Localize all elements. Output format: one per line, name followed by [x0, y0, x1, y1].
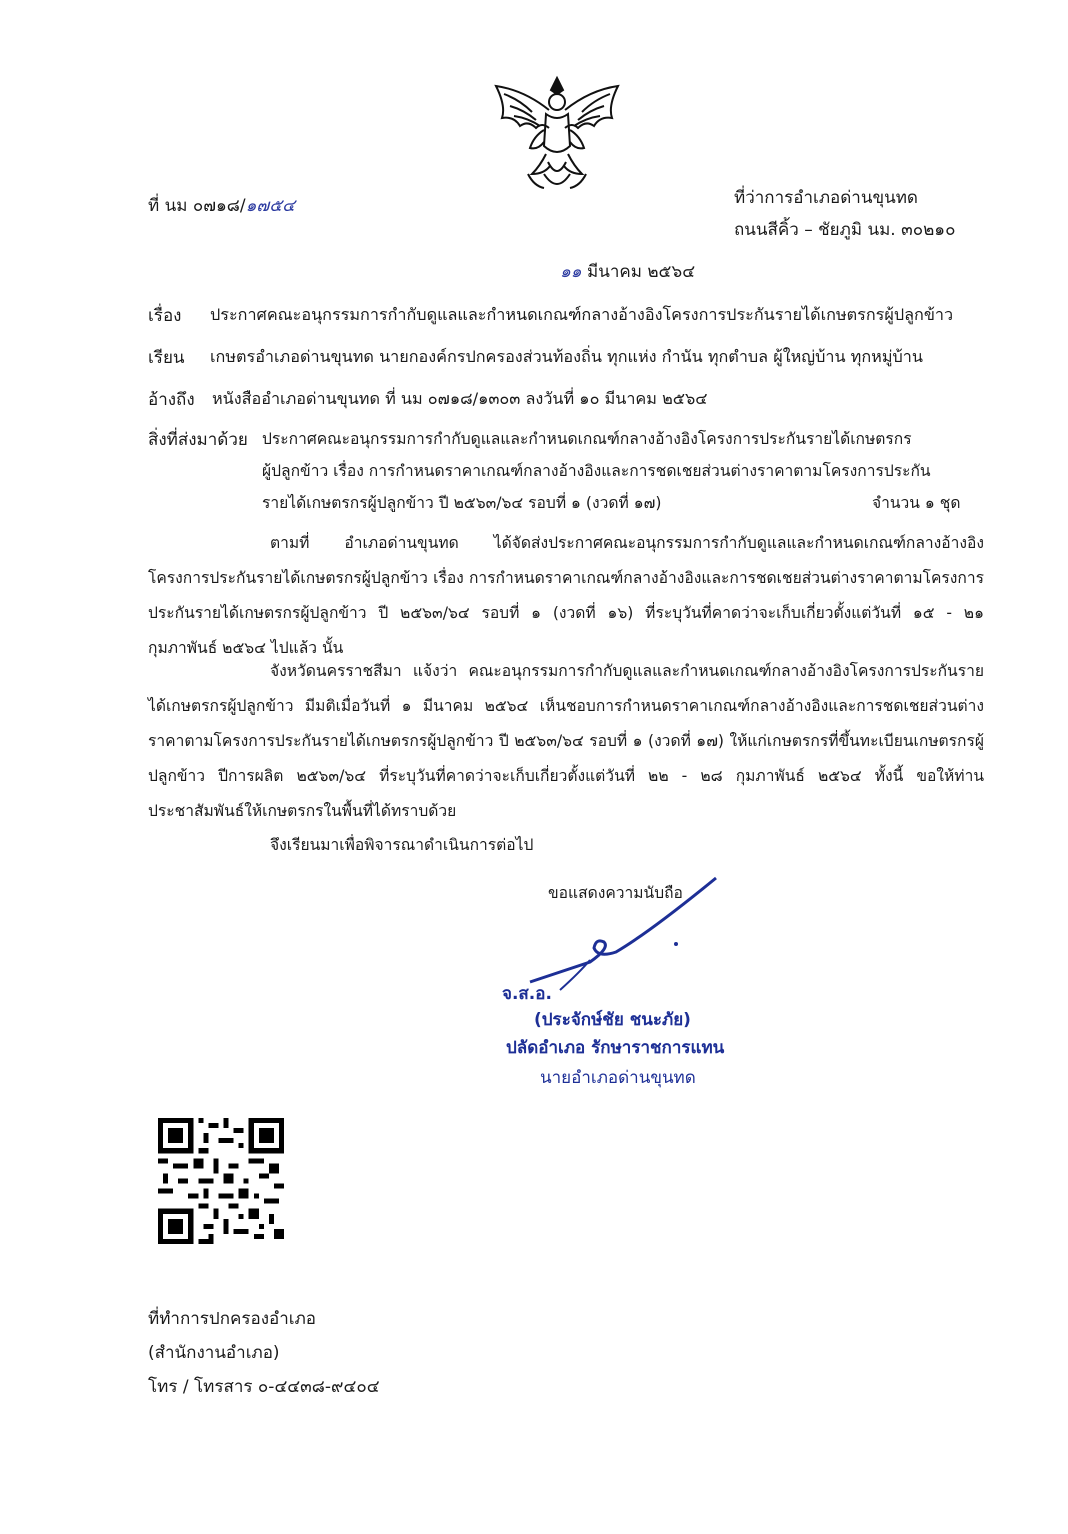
- garuda-emblem: [484, 70, 630, 198]
- body-paragraph-3: จึงเรียนมาเพื่อพิจารณาดำเนินการต่อไป: [270, 836, 534, 854]
- closing-text: ขอแสดงความนับถือ: [548, 884, 683, 902]
- signatory-title: ปลัดอำเภอ รักษาราชการแทน: [506, 1038, 725, 1058]
- footer-office-sub: (สำนักงานอำเภอ): [148, 1343, 280, 1363]
- office-name: ที่ว่าการอำเภอด่านขุนทด: [734, 188, 918, 208]
- subject-text: ประกาศคณะอนุกรรมการกำกับดูแลและกำหนดเกณฑ์กลางอ้างอิงโครงการประกันรายได้เกษตรกรผู้ปลูกข้าว: [210, 305, 954, 324]
- attachment-label: สิ่งที่ส่งมาด้วย: [148, 430, 248, 450]
- footer-phone: โทร / โทรสาร ๐-๔๔๓๘-๙๔๐๔: [148, 1377, 380, 1397]
- signatory-name: (ประจักษ์ชัย ชนะภัย): [534, 1010, 691, 1030]
- document-date: [560, 258, 695, 285]
- reference-label: อ้างถึง: [148, 390, 195, 410]
- body-paragraph-1: ตามที่ อำเภอด่านขุนทด ได้จัดส่งประกาศคณะอนุกรรมการกำกับดูแลและกำหนดเกณฑ์กลางอ้างอิงโครงการประกันรายได้เกษตรกรผู้ปลูกข้าว เรื่อง การกำหนดราคาเกณฑ์กลางอ้างอิงและการชดเชยส่วนต่างราคาตามโครงการประกันรายได้เกษตรกรผู้ปลูกข้าว ปี ๒๕๖๓/๖๔ รอบที่ ๑ (งวดที่ ๑๖) ที่ระบุวันที่คาดว่าจะเก็บเกี่ยวตั้งแต่วันที่ ๑๕ - ๒๑ กุมภาพันธ์ ๒๕๖๔ ไปแล้ว นั้น: [148, 534, 984, 657]
- date-day-handwritten: ๑๑: [560, 262, 582, 282]
- to-label: เรียน: [148, 348, 185, 368]
- date-month-year: มีนาคม ๒๕๖๔: [587, 262, 696, 282]
- attachment-line-3: รายได้เกษตรกรผู้ปลูกข้าว ปี ๒๕๖๓/๖๔ รอบที่ ๑ (งวดที่ ๑๗): [262, 494, 662, 512]
- reference-number-prefix: ที่ นม ๐๗๑๘/: [148, 196, 246, 216]
- signatory-title-2: นายอำเภอด่านขุนทด: [540, 1068, 696, 1088]
- body-paragraph-2: จังหวัดนครราชสีมา แจ้งว่า คณะอนุกรรมการกำกับดูแลและกำหนดเกณฑ์กลางอ้างอิงโครงการประกันรายได้เกษตรกรผู้ปลูกข้าว มีมติเมื่อวันที่ ๑ มีนาคม ๒๕๖๔ เห็นชอบการกำหนดราคาเกณฑ์กลางอ้างอิงและการชดเชยส่วนต่างราคาตามโครงการประกันรายได้เกษตรกรผู้ปลูกข้าว ปี ๒๕๖๓/๖๔ รอบที่ ๑ (งวดที่ ๑๗) ให้แก่เกษตรกรที่ขึ้นทะเบียนเกษตรกรผู้ปลูกข้าว ปีการผลิต ๒๕๖๓/๖๔ ที่ระบุวันที่คาดว่าจะเก็บเกี่ยวตั้งแต่วันที่ ๒๒ - ๒๘ กุมภาพันธ์ ๒๕๖๔ ทั้งนี้ ขอให้ท่านประชาสัมพันธ์ให้เกษตรกรในพื้นที่ได้ทราบด้วย: [148, 662, 984, 820]
- footer-office: ที่ทำการปกครองอำเภอ: [148, 1309, 317, 1329]
- signature-prefix: จ.ส.อ.: [502, 984, 552, 1004]
- reference-number: [148, 192, 295, 219]
- handwritten-signature: [520, 872, 730, 992]
- qr-code: [158, 1118, 284, 1244]
- office-address: ถนนสีคิ้ว – ชัยภูมิ นม. ๓๐๒๑๐: [734, 220, 956, 240]
- reference-text: หนังสืออำเภอด่านขุนทด ที่ นม ๐๗๑๘/๑๓๐๓ ลงวันที่ ๑๐ มีนาคม ๒๕๖๔: [212, 389, 708, 408]
- attachment-line-1: ประกาศคณะอนุกรรมการกำกับดูแลและกำหนดเกณฑ์กลางอ้างอิงโครงการประกันรายได้เกษตรกร: [262, 430, 912, 448]
- reference-number-handwritten: ๑๗๕๔: [245, 196, 295, 216]
- to-text: เกษตรอำเภอด่านขุนทด นายกองค์กรปกครองส่วนท้องถิ่น ทุกแห่ง กำนัน ทุกตำบล ผู้ใหญ่บ้าน ทุกหมู่บ้าน: [210, 347, 923, 366]
- attachment-quantity: จำนวน ๑ ชุด: [872, 494, 961, 512]
- subject-label: เรื่อง: [148, 306, 182, 326]
- attachment-line-2: ผู้ปลูกข้าว เรื่อง การกำหนดราคาเกณฑ์กลางอ้างอิงและการชดเชยส่วนต่างราคาตามโครงการประกัน: [262, 462, 931, 480]
